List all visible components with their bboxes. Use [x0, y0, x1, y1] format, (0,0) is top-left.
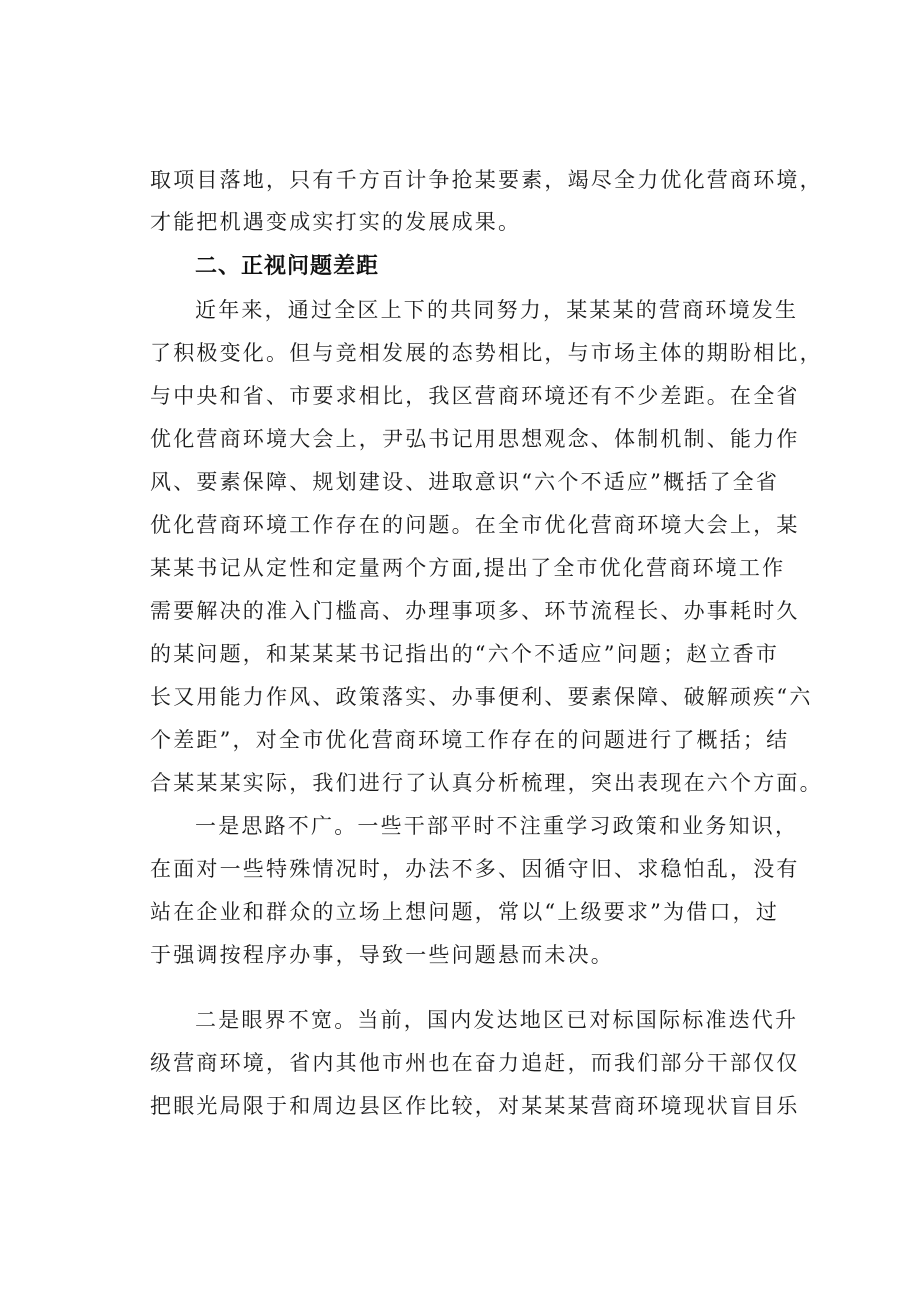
para2-line-3: 站在企业和群众的立场上想问题，常以“上级要求”为借口，过 — [150, 900, 780, 924]
para1-line-8: 需要解决的准入门槛高、办理事项多、环节流程长、办事耗时久 — [150, 599, 800, 623]
para1-line-4: 优化营商环境大会上，尹弘书记用思想观念、体制机制、能力作 — [150, 427, 800, 451]
intro-line-2: 才能把机遇变成实打实的发展成果。 — [150, 210, 522, 234]
para1-line-11: 个差距”，对全市优化营商环境工作存在的问题进行了概括；结 — [150, 728, 790, 752]
para1-line-7: 某某书记从定性和定量两个方面,提出了全市优化营商环境工作 — [150, 556, 786, 580]
para3-line-3: 把眼光局限于和周边县区作比较，对某某某营商环境现状盲目乐 — [150, 1094, 800, 1118]
para1-line-12: 合某某某实际，我们进行了认真分析梳理，突出表现在六个方面。 — [150, 771, 823, 795]
para2-line-4: 于强调按程序办事，导致一些问题悬而未决。 — [150, 943, 614, 967]
intro-line-1: 取项目落地，只有千方百计争抢某要素，竭尽全力优化营商环境， — [150, 168, 823, 192]
para2-line-1: 一是思路不广。一些干部平时不注重学习政策和业务知识， — [195, 814, 799, 838]
para3-line-2: 级营商环境，省内其他市州也在奋力追赶，而我们部分干部仅仅 — [150, 1051, 800, 1075]
para1-line-5: 风、要素保障、规划建设、进取意识“六个不适应”概括了全省 — [150, 470, 780, 494]
section-heading: 二、正视问题差距 — [195, 254, 380, 279]
para1-line-2: 了积极变化。但与竞相发展的态势相比，与市场主体的期盼相比， — [150, 341, 823, 365]
para1-line-10: 长又用能力作风、政策落实、办事便利、要素保障、破解顽疾“六 — [150, 685, 813, 709]
para1-line-3: 与中央和省、市要求相比，我区营商环境还有不少差距。在全省 — [150, 384, 800, 408]
para1-line-1: 近年来，通过全区上下的共同努力，某某某的营商环境发生 — [195, 298, 799, 322]
para3-line-1: 二是眼界不宽。当前，国内发达地区已对标国际标准迭代升 — [195, 1008, 799, 1032]
para2-line-2: 在面对一些特殊情况时，办法不多、因循守旧、求稳怕乱，没有 — [150, 857, 800, 881]
para1-line-9: 的某问题，和某某某书记指出的“六个不适应”问题；赵立香市 — [150, 642, 780, 666]
para1-line-6: 优化营商环境工作存在的问题。在全市优化营商环境大会上，某 — [150, 513, 800, 537]
